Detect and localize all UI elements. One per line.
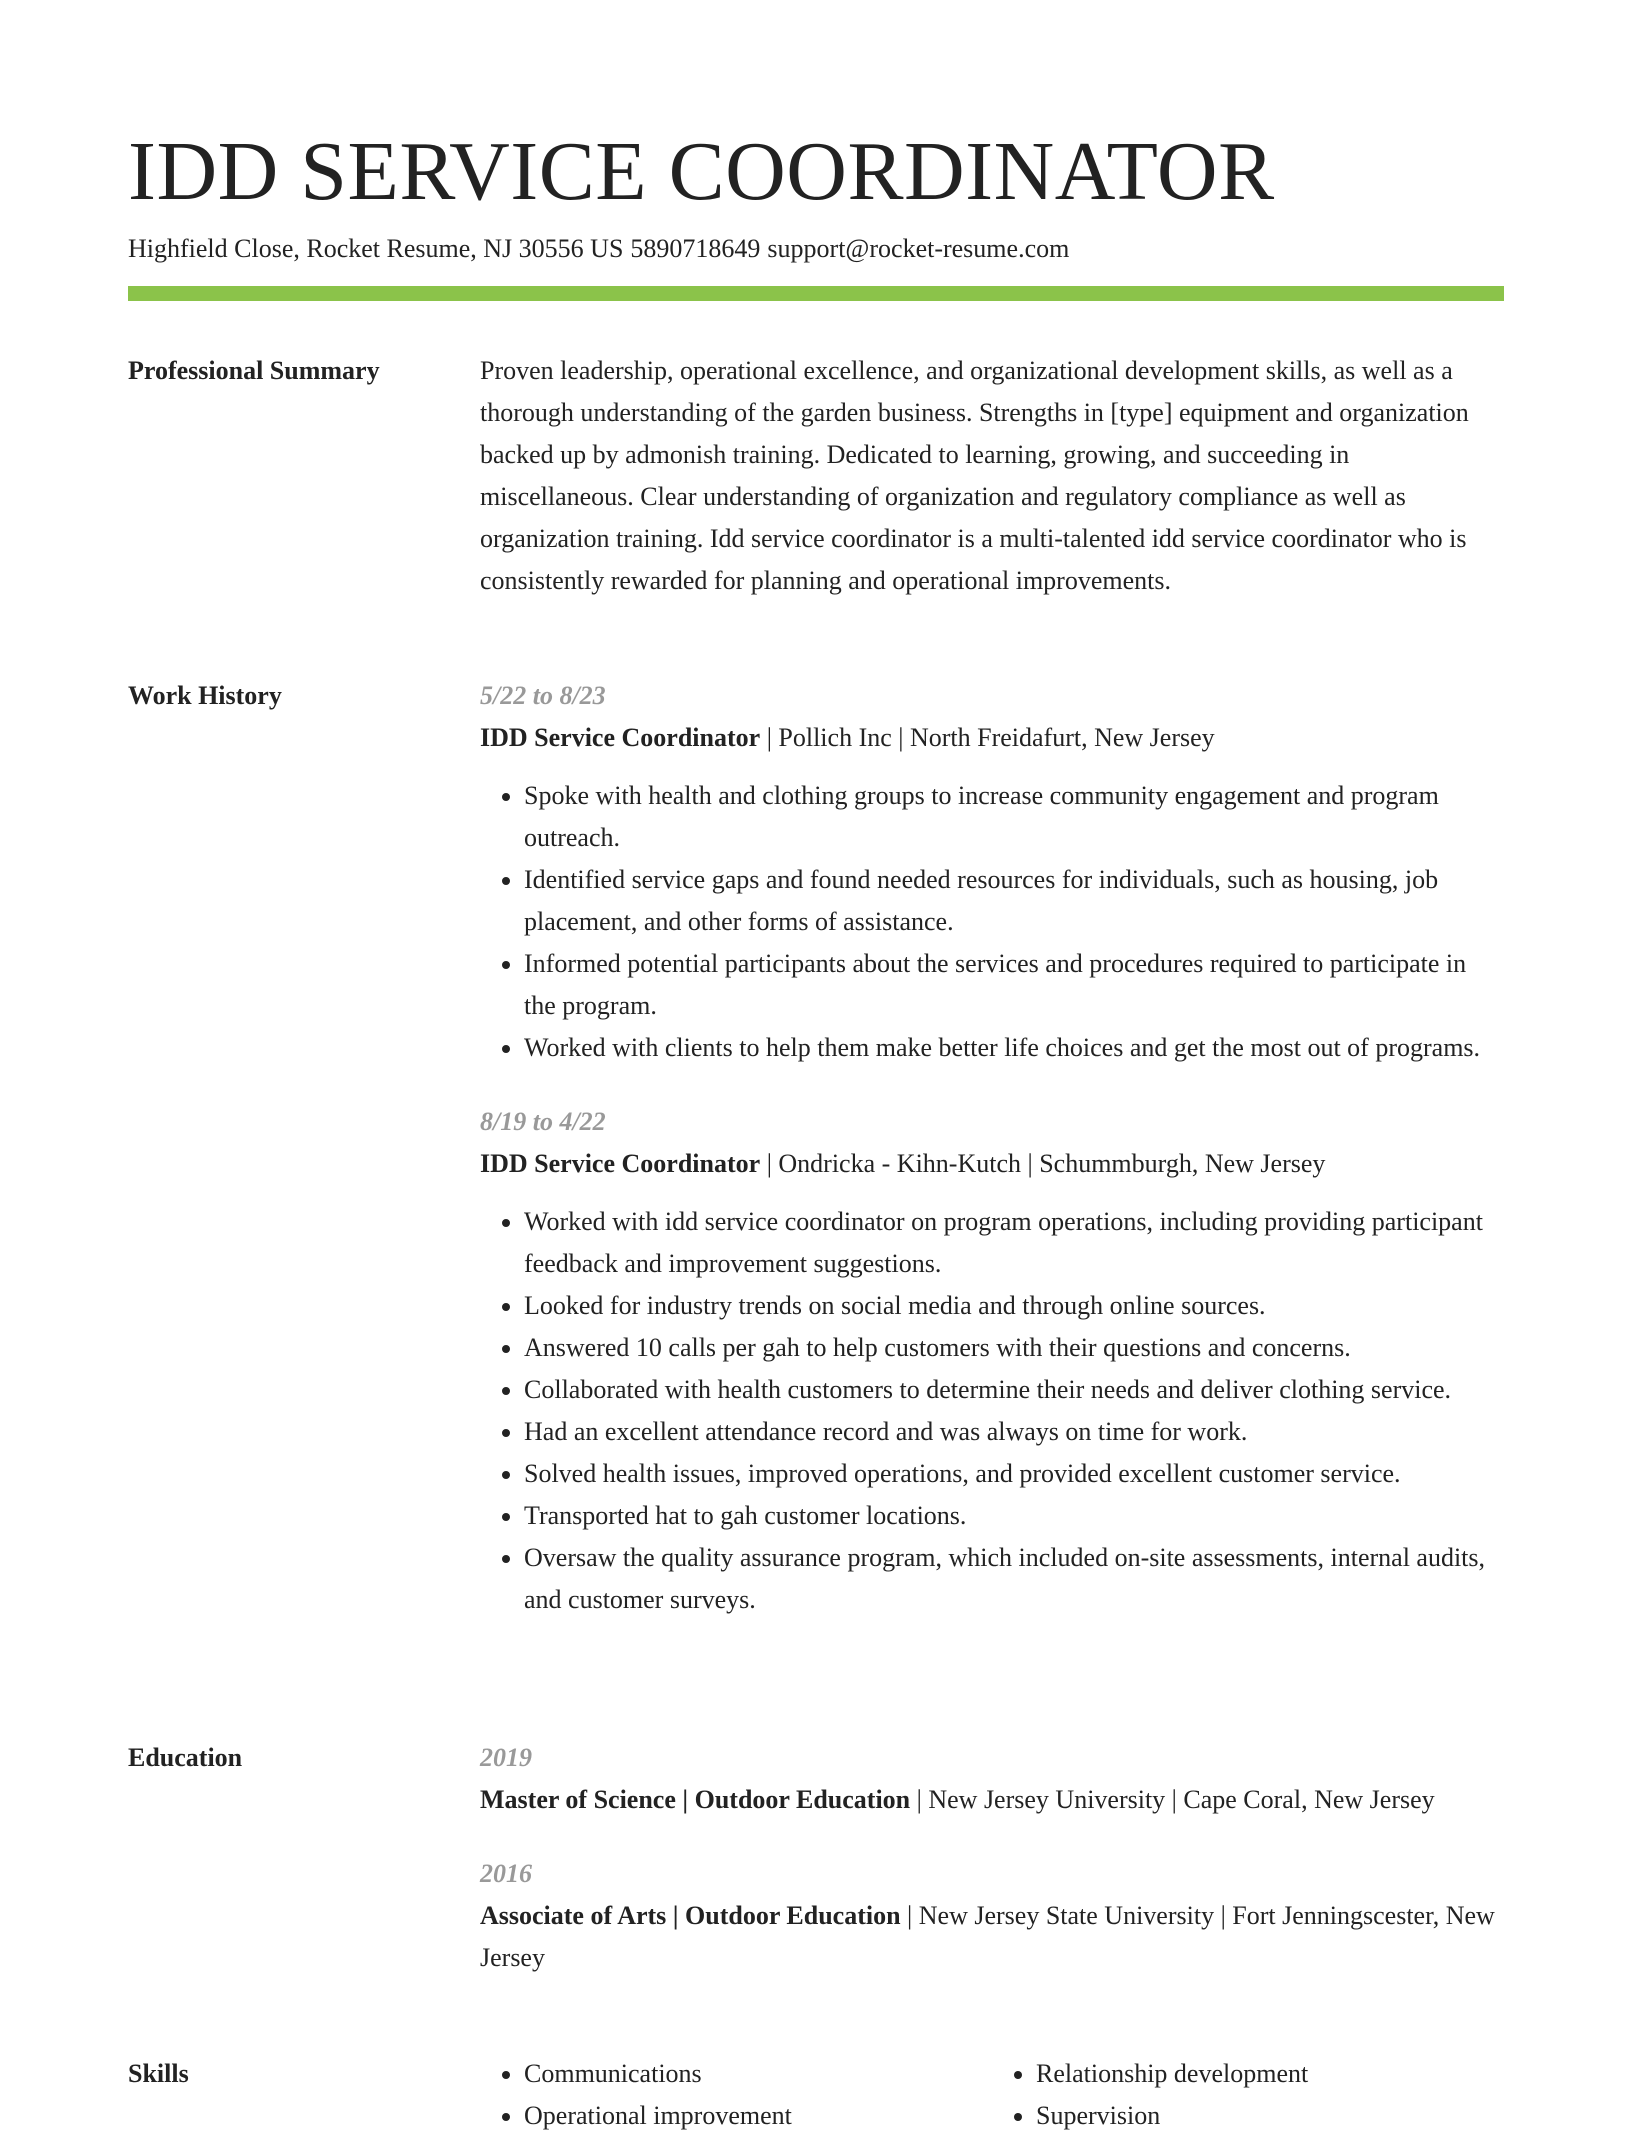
degree: Master of Science | Outdoor Education bbox=[480, 1785, 911, 1814]
list-item: • Informed potential participants about the services and procedures required to participate in the program. bbox=[524, 943, 1504, 1027]
header-divider bbox=[128, 286, 1504, 301]
list-item: • Had an excellent attendance record and was always on time for work. bbox=[524, 1411, 1504, 1453]
section-title: Skills bbox=[128, 2059, 189, 2088]
list-item: • Answered 10 calls per gah to help customers with their questions and concerns. bbox=[524, 1327, 1504, 1369]
education-entry bbox=[480, 1853, 1504, 1979]
job-position: IDD Service Coordinator bbox=[480, 723, 761, 752]
contact-phone: 5890718649 bbox=[630, 234, 761, 263]
skill-item: • Relationship development bbox=[1036, 2053, 1504, 2095]
school-location: | New Jersey State University | Fort Jenningscester, New Jersey bbox=[480, 1901, 1495, 1972]
skills-list-right bbox=[992, 2053, 1504, 2137]
list-item: • Solved health issues, improved operations, and provided excellent customer service. bbox=[524, 1453, 1504, 1495]
skill-item: • Supervision bbox=[1036, 2095, 1504, 2137]
education-year: 2019 bbox=[480, 1743, 532, 1772]
list-item: • Looked for industry trends on social media and through online sources. bbox=[524, 1285, 1504, 1327]
job-position: IDD Service Coordinator bbox=[480, 1149, 761, 1178]
job-title-line bbox=[480, 1143, 1504, 1185]
job-dates: 8/19 to 4/22 bbox=[480, 1107, 606, 1136]
job-entry bbox=[480, 675, 1504, 1069]
list-item: • Identified service gaps and found needed resources for individuals, such as housing, job placement, and other forms of assistance. bbox=[524, 859, 1504, 943]
contact-address: Highfield Close, Rocket Resume, NJ 30556 US bbox=[128, 234, 624, 263]
section-body bbox=[480, 675, 1504, 1653]
skills-list-left bbox=[480, 2053, 992, 2137]
section-title: Work History bbox=[128, 681, 282, 710]
contact-email: support@rocket-resume.com bbox=[767, 234, 1070, 263]
job-entry bbox=[480, 1101, 1504, 1621]
section-body bbox=[480, 2053, 1504, 2137]
candidate-name: IDD SERVICE COORDINATOR bbox=[128, 125, 1275, 218]
section-body bbox=[480, 1737, 1504, 2011]
education-year: 2016 bbox=[480, 1859, 532, 1888]
job-company-location: | Pollich Inc | North Freidafurt, New Jersey bbox=[760, 723, 1215, 752]
job-dates: 5/22 to 8/23 bbox=[480, 681, 606, 710]
job-bullets bbox=[480, 775, 1504, 1069]
job-title-line bbox=[480, 717, 1504, 759]
list-item: • Oversaw the quality assurance program, which included on-site assessments, internal audits, and customer surveys. bbox=[524, 1537, 1504, 1621]
list-item: • Worked with idd service coordinator on program operations, including providing participant feedback and improvement suggestions. bbox=[524, 1201, 1504, 1285]
job-bullets bbox=[480, 1201, 1504, 1621]
section-body bbox=[480, 350, 1504, 602]
education-degree-line bbox=[480, 1895, 1504, 1979]
skill-item: • Communications bbox=[524, 2053, 992, 2095]
education-degree-line bbox=[480, 1779, 1504, 1821]
list-item: • Worked with clients to help them make better life choices and get the most out of programs. bbox=[524, 1027, 1504, 1069]
skills-grid bbox=[480, 2053, 1504, 2137]
section-title: Professional Summary bbox=[128, 356, 380, 385]
degree: Associate of Arts | Outdoor Education bbox=[480, 1901, 901, 1930]
job-company-location: | Ondricka - Kihn-Kutch | Schummburgh, New Jersey bbox=[760, 1149, 1326, 1178]
list-item: • Spoke with health and clothing groups to increase community engagement and program outreach. bbox=[524, 775, 1504, 859]
contact-line bbox=[128, 230, 1076, 268]
summary-text: Proven leadership, operational excellence, and organizational development skills, as well as a thorough understanding of the garden business. Strengths in [type] equipment and organization backed up by admonish training. Dedicated to learning, growing, and succeeding in miscellaneous. Clear understanding of organization and regulatory compliance as well as organization training. Idd service coordinator is a multi-talented idd service coordinator who is consistently rewarded for planning and operational improvements. bbox=[480, 356, 1469, 595]
school-location: | New Jersey University | Cape Coral, New Jersey bbox=[910, 1785, 1435, 1814]
education-entry bbox=[480, 1737, 1504, 1821]
list-item: • Collaborated with health customers to determine their needs and deliver clothing service. bbox=[524, 1369, 1504, 1411]
section-title: Education bbox=[128, 1743, 243, 1772]
list-item: • Transported hat to gah customer locations. bbox=[524, 1495, 1504, 1537]
skill-item: • Operational improvement bbox=[524, 2095, 992, 2137]
